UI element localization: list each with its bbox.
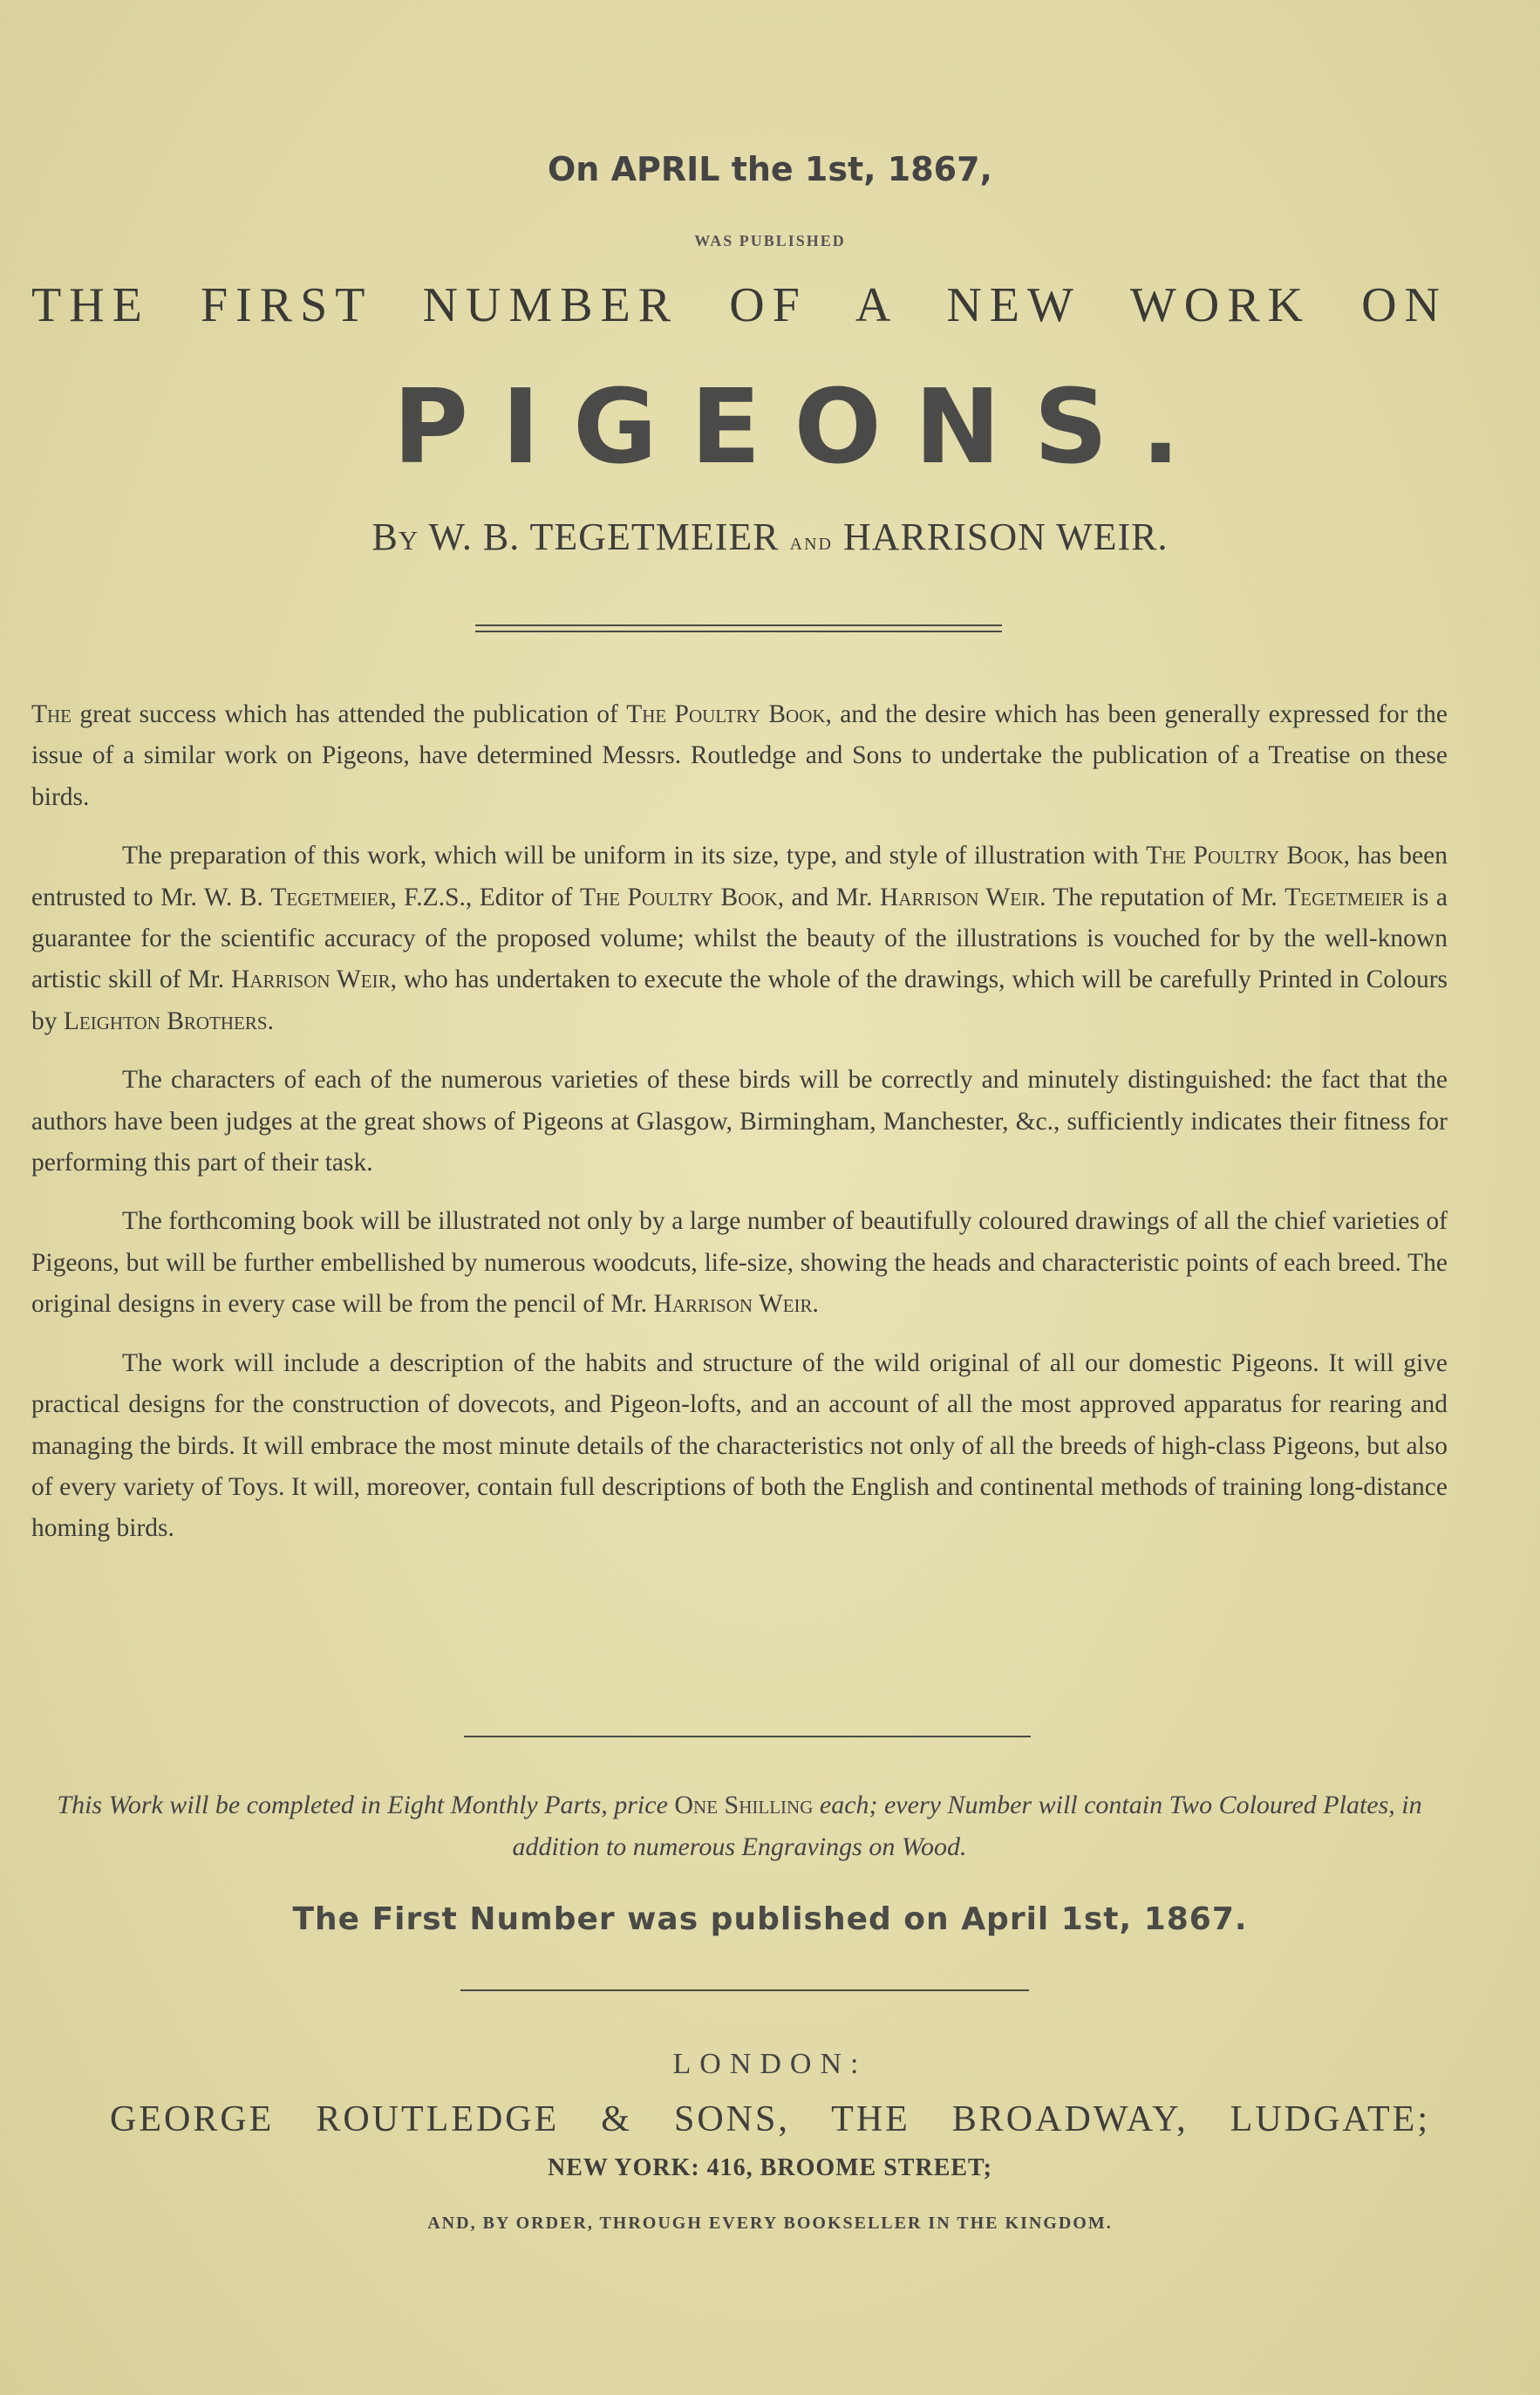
text-run: The characters of each of the numerous varieties of these birds will be correctly and minutely distinguished: the fact that the authors have been judges at the great shows of Pigeons at Glasgow, Birmingham, Manchester, &c., sufficiently indicates their fitness for performing this part of their task. bbox=[31, 1066, 1448, 1177]
text-run: , and Mr. bbox=[777, 883, 880, 911]
text-run: , who has undertaken to execute the whole of the drawings, which will be carefully Printed in Colours by bbox=[31, 966, 1448, 1035]
imprint-publisher: GEORGE ROUTLEDGE & SONS, THE BROADWAY, LUDGATE; bbox=[110, 2099, 1430, 2139]
text-run: . bbox=[267, 1006, 274, 1035]
small-caps-run: Harrison Weir bbox=[231, 966, 391, 994]
notice-price: One Shilling bbox=[674, 1791, 814, 1819]
first-number-heading: THE FIRST NUMBER OF A NEW WORK ON bbox=[31, 278, 1448, 332]
text-run: The work will include a description of the habits and structure of the wild original of all our domestic Pigeons. It will give practical designs for the construction of dovecots, and Pigeon-lofts, and an account of all the most approved apparatus for rearing and managing the birds. It will embrace the most minute details of the characteristics not only of all the breeds of high-class Pigeons, but also of every variety of Toys. It will, moreover, contain full descriptions of both the English and continental methods of training long-distance homing birds. bbox=[31, 1348, 1448, 1543]
authors-and: and bbox=[789, 529, 833, 556]
author-weir: HARRISON WEIR. bbox=[842, 515, 1169, 558]
authors-line bbox=[0, 515, 1540, 559]
small-caps-run: The bbox=[31, 700, 72, 728]
text-run: , F.Z.S., Editor of bbox=[390, 883, 581, 911]
first-number-published-line: The First Number was published on April 1st, 1867. bbox=[292, 1901, 1248, 1937]
author-tegetmeier: W. B. TEGETMEIER bbox=[428, 515, 780, 558]
small-caps-run: Tegetmeier bbox=[1284, 883, 1405, 911]
paragraph-work-include bbox=[31, 1343, 1448, 1550]
date-line: On APRIL the 1st, 1867, bbox=[548, 150, 992, 188]
paragraph-forthcoming bbox=[31, 1201, 1448, 1325]
imprint-booksellers: AND, BY ORDER, THROUGH EVERY BOOKSELLER IN THE KINGDOM. bbox=[427, 2214, 1113, 2233]
small-caps-run: Harrison Weir bbox=[653, 1290, 813, 1319]
small-caps-run: The Poultry Book bbox=[580, 883, 778, 911]
imprint-new-york: NEW YORK: 416, BROOME STREET; bbox=[548, 2154, 992, 2181]
text-run: The preparation of this work, which will be uniform in its size, type, and style of illustration with bbox=[122, 842, 1147, 870]
small-caps-run: The Poultry Book bbox=[1146, 842, 1344, 870]
paragraph-characters bbox=[31, 1060, 1448, 1184]
text-run: . bbox=[812, 1290, 819, 1319]
authors-by: By bbox=[371, 515, 419, 558]
notice-divider-rule bbox=[464, 1736, 1031, 1737]
small-caps-run: Harrison Weir bbox=[879, 883, 1040, 911]
title-pigeons: PIGEONS. bbox=[392, 366, 1214, 487]
text-run: The forthcoming book will be illustrated not only by a large number of beautifully coloured drawings of all the chief varieties of Pigeons, but will be further embellished by numerous woodcuts, life-size, showing the heads and characteristic points of each breed. The original designs in every case will be from the pencil of Mr. bbox=[31, 1207, 1448, 1319]
paragraph-preparation bbox=[31, 836, 1448, 1042]
text-run: , has been entrusted to Mr. W. B. bbox=[31, 842, 1448, 911]
paragraph-intro bbox=[31, 694, 1448, 818]
imprint-divider-rule bbox=[460, 1989, 1029, 1991]
small-caps-run: Tegetmeier bbox=[270, 883, 391, 911]
small-caps-run: The Poultry Book bbox=[626, 700, 826, 728]
notice-part1: This Work will be completed in Eight Monthly Parts, price bbox=[57, 1791, 668, 1819]
text-run: great success which has attended the publication of bbox=[72, 700, 627, 728]
title-double-rule bbox=[475, 624, 1002, 632]
text-run: . The reputation of Mr. bbox=[1039, 883, 1285, 911]
body-text bbox=[31, 694, 1448, 1550]
text-run: is a guarantee for the scientific accuracy of the proposed volume; whilst the beauty of the illustrations is vouched for by the well-known artistic skill of Mr. bbox=[31, 883, 1448, 994]
small-caps-run: Leighton Brothers bbox=[63, 1006, 268, 1035]
text-run: , and the desire which has been generally expressed for the issue of a similar work on Pigeons, have determined Messrs. Routledge and Sons to undertake the publication of a Treatise on these birds. bbox=[31, 700, 1448, 811]
was-published-line: WAS PUBLISHED bbox=[694, 232, 846, 249]
imprint-london: LONDON: bbox=[672, 2048, 868, 2080]
notice-part2: each; every Number will contain Two Coloured Plates, in addition to numerous Engravings on Wood. bbox=[512, 1791, 1422, 1861]
parts-notice bbox=[31, 1784, 1448, 1868]
